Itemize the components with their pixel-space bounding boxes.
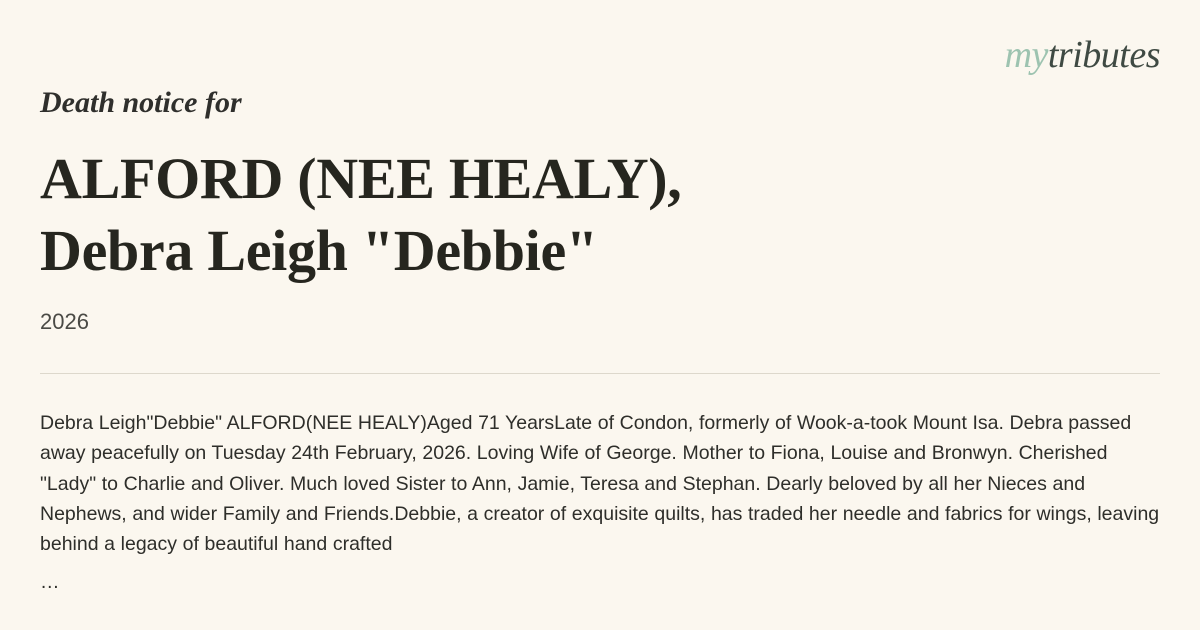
- page-title-line-1: ALFORD (NEE HEALY),: [40, 146, 682, 211]
- notice-eyebrow: Death notice for: [40, 86, 242, 119]
- notice-year: 2026: [40, 308, 89, 334]
- mytributes-logo[interactable]: [1005, 36, 1160, 74]
- logo-text-my: my: [1004, 34, 1048, 76]
- logo-text-tributes: tributes: [1047, 34, 1160, 76]
- page-title-line-2: Debra Leigh "Debbie": [40, 217, 598, 283]
- divider: [40, 373, 1160, 374]
- notice-body: Debra Leigh"Debbie" ALFORD(NEE HEALY)Aged 71 YearsLate of Condon, formerly of Wook-a-took Mount Isa. Debra passed away peacefully on Tuesday 24th February, 2026. Loving Wife of George. Mother to Fiona, Louise and Bronwyn. Cherished "Lady" to Charlie and Oliver. Much loved Sister to Ann, Jamie, Teresa and Stephan. Dearly beloved by all her Nieces and Nephews, and wider Family and Friends.Debbie, a creator of exquisite quilts, has traded her needle and fabrics for wings, leaving behind a legacy of beautiful hand crafted: [40, 412, 1160, 556]
- page-title: [40, 119, 1160, 287]
- notice-truncation-indicator: …: [40, 571, 60, 594]
